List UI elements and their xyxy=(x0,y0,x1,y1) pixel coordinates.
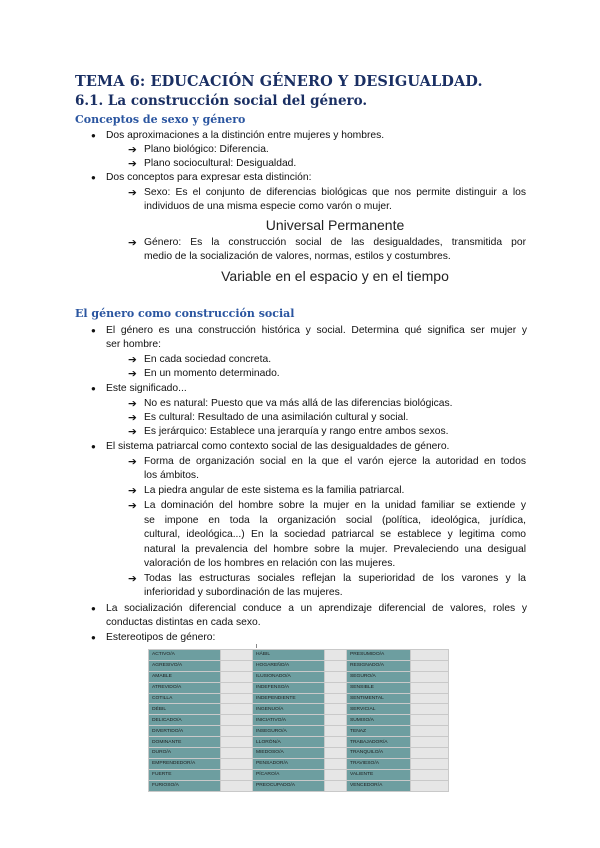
list-item: La dominación del hombre sobre la mujer en la unidad familiar se extiende y xyxy=(144,500,526,511)
table-row xyxy=(149,780,449,791)
list-item: No es natural: Puesto que va más allá de las diferencias biológicas. xyxy=(144,398,453,409)
list-item: Forma de organización social en la que el varón ejerce la autoridad en todos xyxy=(144,456,526,467)
table-row xyxy=(149,748,449,759)
stereotype-cell: AGRESIVO/A xyxy=(149,660,221,671)
stereotype-cell: SENTIMENTAL xyxy=(347,693,411,704)
stereotype-cell: COTILLA xyxy=(149,693,221,704)
blank-cell xyxy=(411,780,449,791)
stereotype-cell: TRANQUILO/A xyxy=(347,748,411,759)
list-item: En cada sociedad concreta. xyxy=(144,354,272,365)
arrow-icon: ➔ xyxy=(128,187,137,199)
arrow-icon: ➔ xyxy=(128,368,137,380)
stereotype-cell: SUMISO/A xyxy=(347,715,411,726)
list-item: En un momento determinado. xyxy=(144,368,280,379)
table-marker xyxy=(256,644,257,648)
genero-note: Variable en el espacio y en el tiempo xyxy=(221,268,449,284)
stereotype-cell: HOGAREÑO/A xyxy=(253,660,325,671)
arrow-icon: ➔ xyxy=(128,237,137,249)
blank-cell xyxy=(411,660,449,671)
blank-cell xyxy=(325,704,347,715)
blank-cell xyxy=(221,704,253,715)
stereotypes-table xyxy=(148,649,449,792)
definition-sexo: Sexo: Es el conjunto de diferencias biológicas que nos permite distinguir a los xyxy=(144,187,526,198)
stereotype-cell: HÁBIL xyxy=(253,650,325,661)
subsection-heading-construccion: El género como construcción social xyxy=(75,307,295,320)
stereotype-cell: ACTIVO/A xyxy=(149,650,221,661)
table-row xyxy=(149,704,449,715)
stereotype-cell: SEGURO/A xyxy=(347,671,411,682)
subsection-heading-sexo-genero: Conceptos de sexo y género xyxy=(75,113,246,126)
stereotype-cell: DURO/A xyxy=(149,748,221,759)
stereotype-cell: LLORÓN/A xyxy=(253,737,325,748)
definition-genero: Género: Es la construcción social de las desigualdades, transmitida por xyxy=(144,237,526,248)
list-item-cont: se impone en toda la organización social (política, ideológica, jurídica, xyxy=(144,515,526,526)
blank-cell xyxy=(411,682,449,693)
list-item: Dos aproximaciones a la distinción entre mujeres y hombres. xyxy=(106,130,385,141)
blank-cell xyxy=(411,726,449,737)
blank-cell xyxy=(411,715,449,726)
blank-cell xyxy=(325,758,347,769)
stereotype-cell: TRAVIESO/A xyxy=(347,758,411,769)
stereotype-cell: SENSIBLE xyxy=(347,682,411,693)
bullet-icon: ● xyxy=(91,173,96,182)
list-item: Plano sociocultural: Desigualdad. xyxy=(144,158,297,169)
stereotype-cell: PÍCARO/A xyxy=(253,769,325,780)
stereotype-cell: FURIOSO/A xyxy=(149,780,221,791)
blank-cell xyxy=(221,780,253,791)
list-item: Plano biológico: Diferencia. xyxy=(144,144,269,155)
arrow-icon: ➔ xyxy=(128,426,137,438)
stereotype-cell: INSEGURO/A xyxy=(253,726,325,737)
table-row xyxy=(149,693,449,704)
stereotype-cell: DELICADO/A xyxy=(149,715,221,726)
stereotype-cell: PRESUMIDO/A xyxy=(347,650,411,661)
stereotype-cell: VALIENTE xyxy=(347,769,411,780)
arrow-icon: ➔ xyxy=(128,412,137,424)
table-row xyxy=(149,682,449,693)
list-item-cont: los ámbitos. xyxy=(144,470,199,481)
list-item: La piedra angular de este sistema es la familia patriarcal. xyxy=(144,485,405,496)
list-item: Es jerárquico: Establece una jerarquía y rango entre ambos sexos. xyxy=(144,426,449,437)
arrow-icon: ➔ xyxy=(128,500,137,512)
bullet-icon: ● xyxy=(91,442,96,451)
bullet-icon: ● xyxy=(91,633,96,642)
list-item-cont: ser hombre: xyxy=(106,339,161,350)
blank-cell xyxy=(221,769,253,780)
list-item: Todas las estructuras sociales reflejan la superioridad de los varones y la xyxy=(144,573,526,584)
list-item-cont: inferioridad y subordinación de las mujeres. xyxy=(144,587,343,598)
blank-cell xyxy=(221,758,253,769)
blank-cell xyxy=(411,748,449,759)
blank-cell xyxy=(221,660,253,671)
blank-cell xyxy=(221,726,253,737)
list-item-cont: cultural, ideológica...) En la sociedad patriarcal se establece y legitima como xyxy=(144,529,526,540)
stereotype-cell: FUERTE xyxy=(149,769,221,780)
stereotype-cell: INDEPENDIENTE xyxy=(253,693,325,704)
arrow-icon: ➔ xyxy=(128,398,137,410)
table-row xyxy=(149,758,449,769)
list-item-cont: natural la prevalencia del hombre sobre la mujer. Prevaleciendo una desigual xyxy=(144,544,526,555)
list-item: Es cultural: Resultado de una asimilación cultural y social. xyxy=(144,412,409,423)
blank-cell xyxy=(411,769,449,780)
blank-cell xyxy=(411,671,449,682)
bullet-icon: ● xyxy=(91,604,96,613)
list-item: Dos conceptos para expresar esta distinción: xyxy=(106,172,312,183)
list-item-cont: valoración de los hombres en relación con las mujeres. xyxy=(144,558,396,569)
blank-cell xyxy=(325,769,347,780)
bullet-icon: ● xyxy=(91,384,96,393)
blank-cell xyxy=(221,748,253,759)
section-title: 6.1. La construcción social del género. xyxy=(75,93,368,109)
blank-cell xyxy=(325,737,347,748)
page-title: TEMA 6: EDUCACIÓN GÉNERO Y DESIGUALDAD. xyxy=(75,73,483,90)
stereotype-cell: ILUSIONADO/A xyxy=(253,671,325,682)
blank-cell xyxy=(221,650,253,661)
stereotype-cell: PENSADOR/A xyxy=(253,758,325,769)
stereotype-cell: INGENUO/A xyxy=(253,704,325,715)
stereotype-cell: ATREVIDO/A xyxy=(149,682,221,693)
stereotype-cell: AMABLE xyxy=(149,671,221,682)
stereotype-cell: TRABAJADOR/A xyxy=(347,737,411,748)
stereotype-cell: DÉBIL xyxy=(149,704,221,715)
stereotype-cell: DIVERTIDO/A xyxy=(149,726,221,737)
list-item-cont: conductas distintas en cada sexo. xyxy=(106,617,261,628)
arrow-icon: ➔ xyxy=(128,354,137,366)
blank-cell xyxy=(325,693,347,704)
blank-cell xyxy=(221,671,253,682)
blank-cell xyxy=(325,715,347,726)
blank-cell xyxy=(325,726,347,737)
stereotype-cell: INICIATIVO/A xyxy=(253,715,325,726)
blank-cell xyxy=(411,693,449,704)
stereotype-cell: MIEDOSO/A xyxy=(253,748,325,759)
blank-cell xyxy=(411,737,449,748)
stereotype-cell: DOMINANTE xyxy=(149,737,221,748)
blank-cell xyxy=(325,660,347,671)
blank-cell xyxy=(221,682,253,693)
blank-cell xyxy=(411,650,449,661)
stereotype-cell: SERVICIAL xyxy=(347,704,411,715)
stereotype-cell: TENAZ xyxy=(347,726,411,737)
table-row xyxy=(149,737,449,748)
stereotype-cell: RESIGNADO/A xyxy=(347,660,411,671)
definition-sexo-cont: individuos de una misma especie como varón o mujer. xyxy=(144,201,392,212)
blank-cell xyxy=(325,748,347,759)
blank-cell xyxy=(221,693,253,704)
list-item: El género es una construcción histórica y social. Determina qué significa ser mujer y xyxy=(106,325,527,336)
blank-cell xyxy=(325,682,347,693)
arrow-icon: ➔ xyxy=(128,456,137,468)
arrow-icon: ➔ xyxy=(128,573,137,585)
blank-cell xyxy=(325,780,347,791)
stereotype-cell: EMPRENDEDOR/A xyxy=(149,758,221,769)
table-row xyxy=(149,769,449,780)
stereotype-cell: INDEFENSO/A xyxy=(253,682,325,693)
bullet-icon: ● xyxy=(91,131,96,140)
blank-cell xyxy=(221,715,253,726)
blank-cell xyxy=(325,650,347,661)
table-row xyxy=(149,671,449,682)
list-item: La socialización diferencial conduce a un aprendizaje diferencial de valores, roles y xyxy=(106,603,527,614)
arrow-icon: ➔ xyxy=(128,485,137,497)
sexo-note: Universal Permanente xyxy=(265,217,405,233)
blank-cell xyxy=(411,758,449,769)
arrow-icon: ➔ xyxy=(128,144,137,156)
list-item: El sistema patriarcal como contexto social de las desigualdades de género. xyxy=(106,441,450,452)
table-row xyxy=(149,715,449,726)
blank-cell xyxy=(411,704,449,715)
stereotypes-table-body xyxy=(149,650,449,792)
table-row xyxy=(149,650,449,661)
table-row xyxy=(149,726,449,737)
list-item: Este significado... xyxy=(106,383,187,394)
stereotype-cell: VENCEDOR/A xyxy=(347,780,411,791)
table-row xyxy=(149,660,449,671)
blank-cell xyxy=(325,671,347,682)
definition-genero-cont: medio de la socialización de valores, normas, estilos y costumbres. xyxy=(144,251,451,262)
list-item: Estereotipos de género: xyxy=(106,632,216,643)
bullet-icon: ● xyxy=(91,326,96,335)
stereotype-cell: PREOCUPADO/A xyxy=(253,780,325,791)
arrow-icon: ➔ xyxy=(128,158,137,170)
blank-cell xyxy=(221,737,253,748)
